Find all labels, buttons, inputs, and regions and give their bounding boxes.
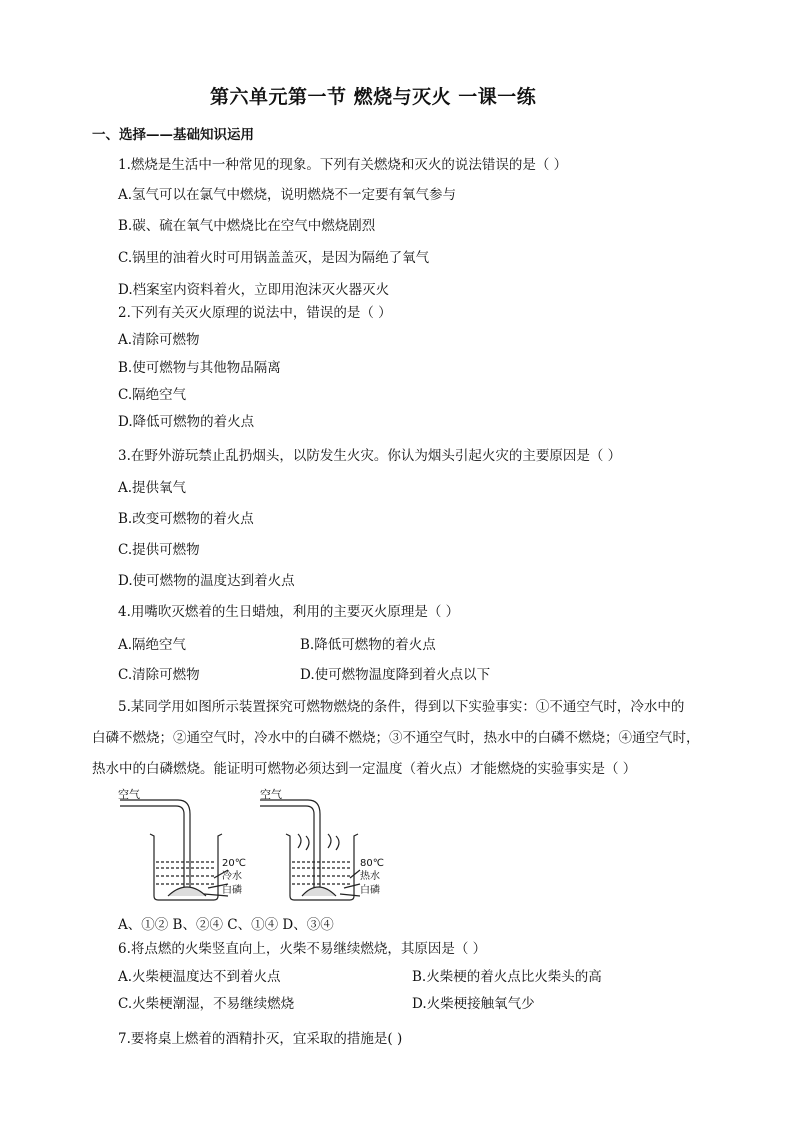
experiment-figure [110, 788, 400, 908]
question-5-line-2: 白磷不燃烧；②通空气时，冷水中的白磷不燃烧；③不通空气时，热水中的白磷不燃烧；④通空气时， [92, 730, 700, 746]
question-6-option-b: B.火柴梗的着火点比火柴头的高 [412, 969, 602, 985]
question-3-stem: 3.在野外游玩禁止乱扔烟头，以防发生火灾。你认为烟头引起火灾的主要原因是（ ） [118, 448, 622, 464]
question-3-option-b: B.改变可燃物的着火点 [118, 511, 254, 527]
question-5-line-1: 5.某同学用如图所示装置探究可燃物燃烧的条件，得到以下实验事实：①不通空气时，冷水中的 [118, 699, 685, 715]
left-water-label: 冷水 [222, 871, 242, 882]
beaker-cold-water [120, 800, 228, 900]
question-4-stem: 4.用嘴吹灭燃着的生日蜡烛，利用的主要灭火原理是（ ） [118, 604, 460, 620]
question-4-option-a: A.隔绝空气 [118, 637, 187, 653]
right-temp-label: 80℃ [360, 858, 384, 869]
question-2-option-c: C.隔绝空气 [118, 387, 187, 403]
question-4-option-b: B.降低可燃物的着火点 [300, 637, 436, 653]
right-air-label: 空气 [260, 788, 282, 801]
question-2-option-d: D.降低可燃物的着火点 [118, 414, 255, 430]
question-4-option-d: D.使可燃物温度降到着火点以下 [300, 667, 491, 683]
question-6-option-c: C.火柴梗潮湿，不易继续燃烧 [118, 996, 295, 1012]
question-1-option-a: A.氢气可以在氯气中燃烧，说明燃烧不一定要有氧气参与 [118, 187, 457, 203]
question-7-stem: 7.要将桌上燃着的酒精扑灭，宜采取的措施是( ) [118, 1031, 403, 1047]
question-1-option-b: B.碳、硫在氧气中燃烧比在空气中燃烧剧烈 [118, 218, 376, 234]
question-1-stem: 1.燃烧是生活中一种常见的现象。下列有关燃烧和灭火的说法错误的是（ ） [118, 157, 568, 173]
section-heading: 一、选择——基础知识运用 [92, 127, 254, 143]
question-6-option-a: A.火柴梗温度达不到着火点 [118, 969, 281, 985]
question-4-option-c: C.清除可燃物 [118, 667, 200, 683]
question-6-stem: 6.将点燃的火柴竖直向上，火柴不易继续燃烧，其原因是（ ） [118, 941, 487, 957]
question-2-option-b: B.使可燃物与其他物品隔离 [118, 360, 281, 376]
right-water-label: 热水 [360, 871, 380, 882]
left-temp-label: 20℃ [222, 858, 246, 869]
question-2-option-a: A.清除可燃物 [118, 332, 200, 348]
question-5-line-3: 热水中的白磷燃烧。能证明可燃物必须达到一定温度（着火点）才能燃烧的实验事实是（ ） [92, 761, 637, 777]
left-phosphorus-label: 白磷 [222, 885, 242, 896]
question-2-stem: 2.下列有关灭火原理的说法中，错误的是（ ） [118, 305, 392, 321]
question-1-option-d: D.档案室内资料着火，立即用泡沫灭火器灭火 [118, 282, 390, 298]
right-phosphorus-label: 白磷 [360, 885, 380, 896]
question-3-option-c: C.提供可燃物 [118, 542, 200, 558]
left-air-label: 空气 [118, 788, 140, 801]
question-5-options: A、①② B、②④ C、①④ D、③④ [118, 917, 334, 933]
beaker-hot-water [260, 800, 360, 900]
page-title: 第六单元第一节 燃烧与灭火 一课一练 [210, 86, 537, 108]
question-1-option-c: C.锅里的油着火时可用锅盖盖灭，是因为隔绝了氧气 [118, 250, 430, 266]
question-3-option-d: D.使可燃物的温度达到着火点 [118, 573, 295, 589]
question-6-option-d: D.火柴梗接触氧气少 [412, 996, 535, 1012]
question-3-option-a: A.提供氧气 [118, 480, 187, 496]
